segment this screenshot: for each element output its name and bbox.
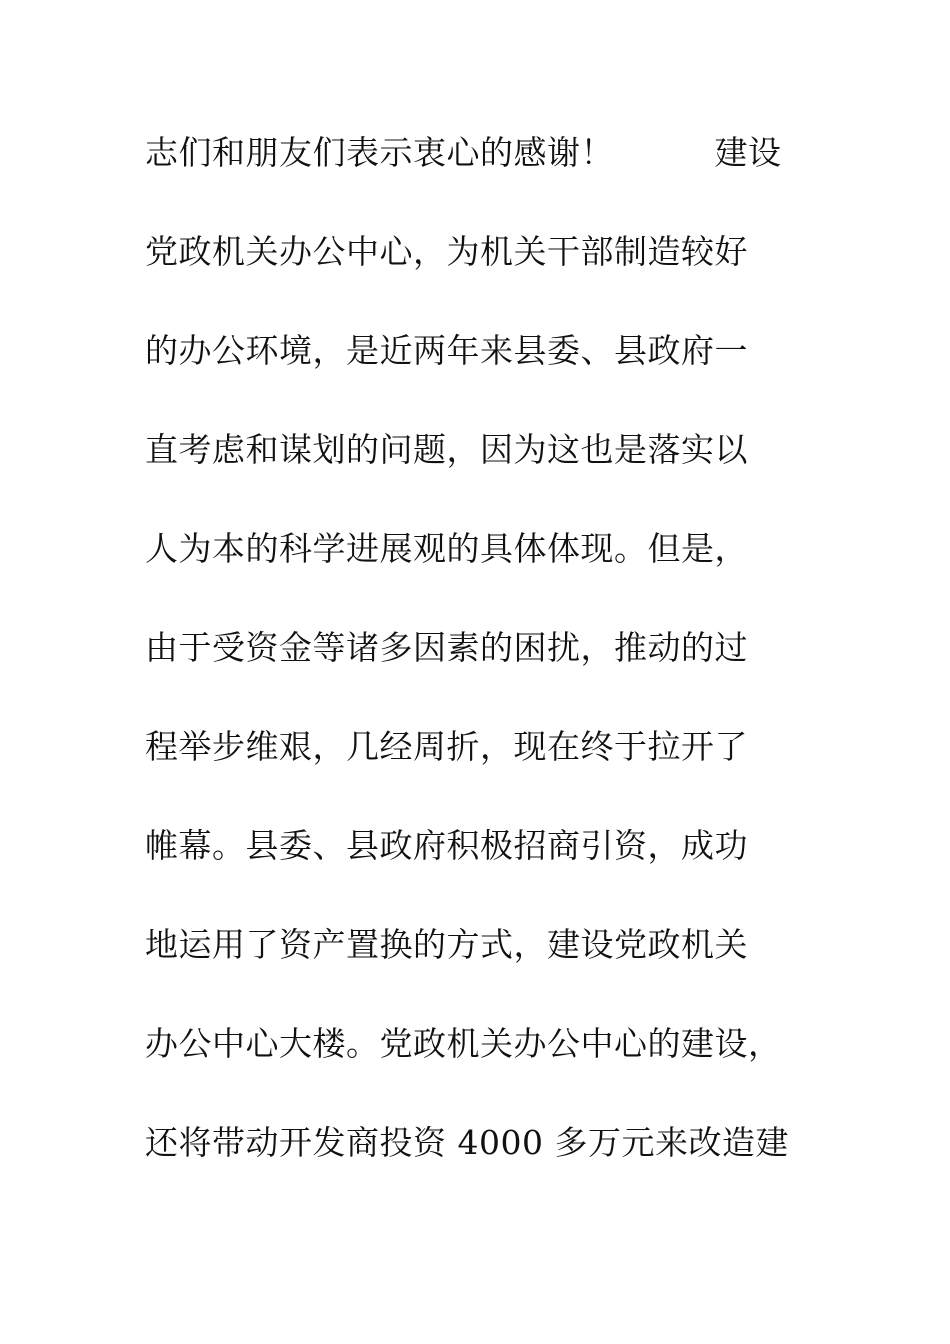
text-line: 志们和朋友们表示衷心的感谢！ 建设 <box>145 133 782 172</box>
text-line: 由于受资金等诸多因素的困扰，推动的过 <box>145 628 748 667</box>
text-line: 程举步维艰，几经周折，现在终于拉开了 <box>145 727 748 766</box>
text-line: 办公中心大楼。党政机关办公中心的建设， <box>145 1024 782 1063</box>
text-line: 党政机关办公中心，为机关干部制造较好 <box>145 232 748 271</box>
text-line: 地运用了资产置换的方式，建设党政机关 <box>145 925 748 964</box>
text-line: 人为本的科学进展观的具体体现。但是， <box>145 529 748 568</box>
text-line: 还将带动开发商投资 4000 多万元来改造建 <box>145 1123 789 1162</box>
text-line: 的办公环境，是近两年来县委、县政府一 <box>145 331 748 370</box>
text-line: 帷幕。县委、县政府积极招商引资，成功 <box>145 826 748 865</box>
body-text <box>145 128 825 1217</box>
text-line: 直考虑和谋划的问题，因为这也是落实以 <box>145 430 748 469</box>
